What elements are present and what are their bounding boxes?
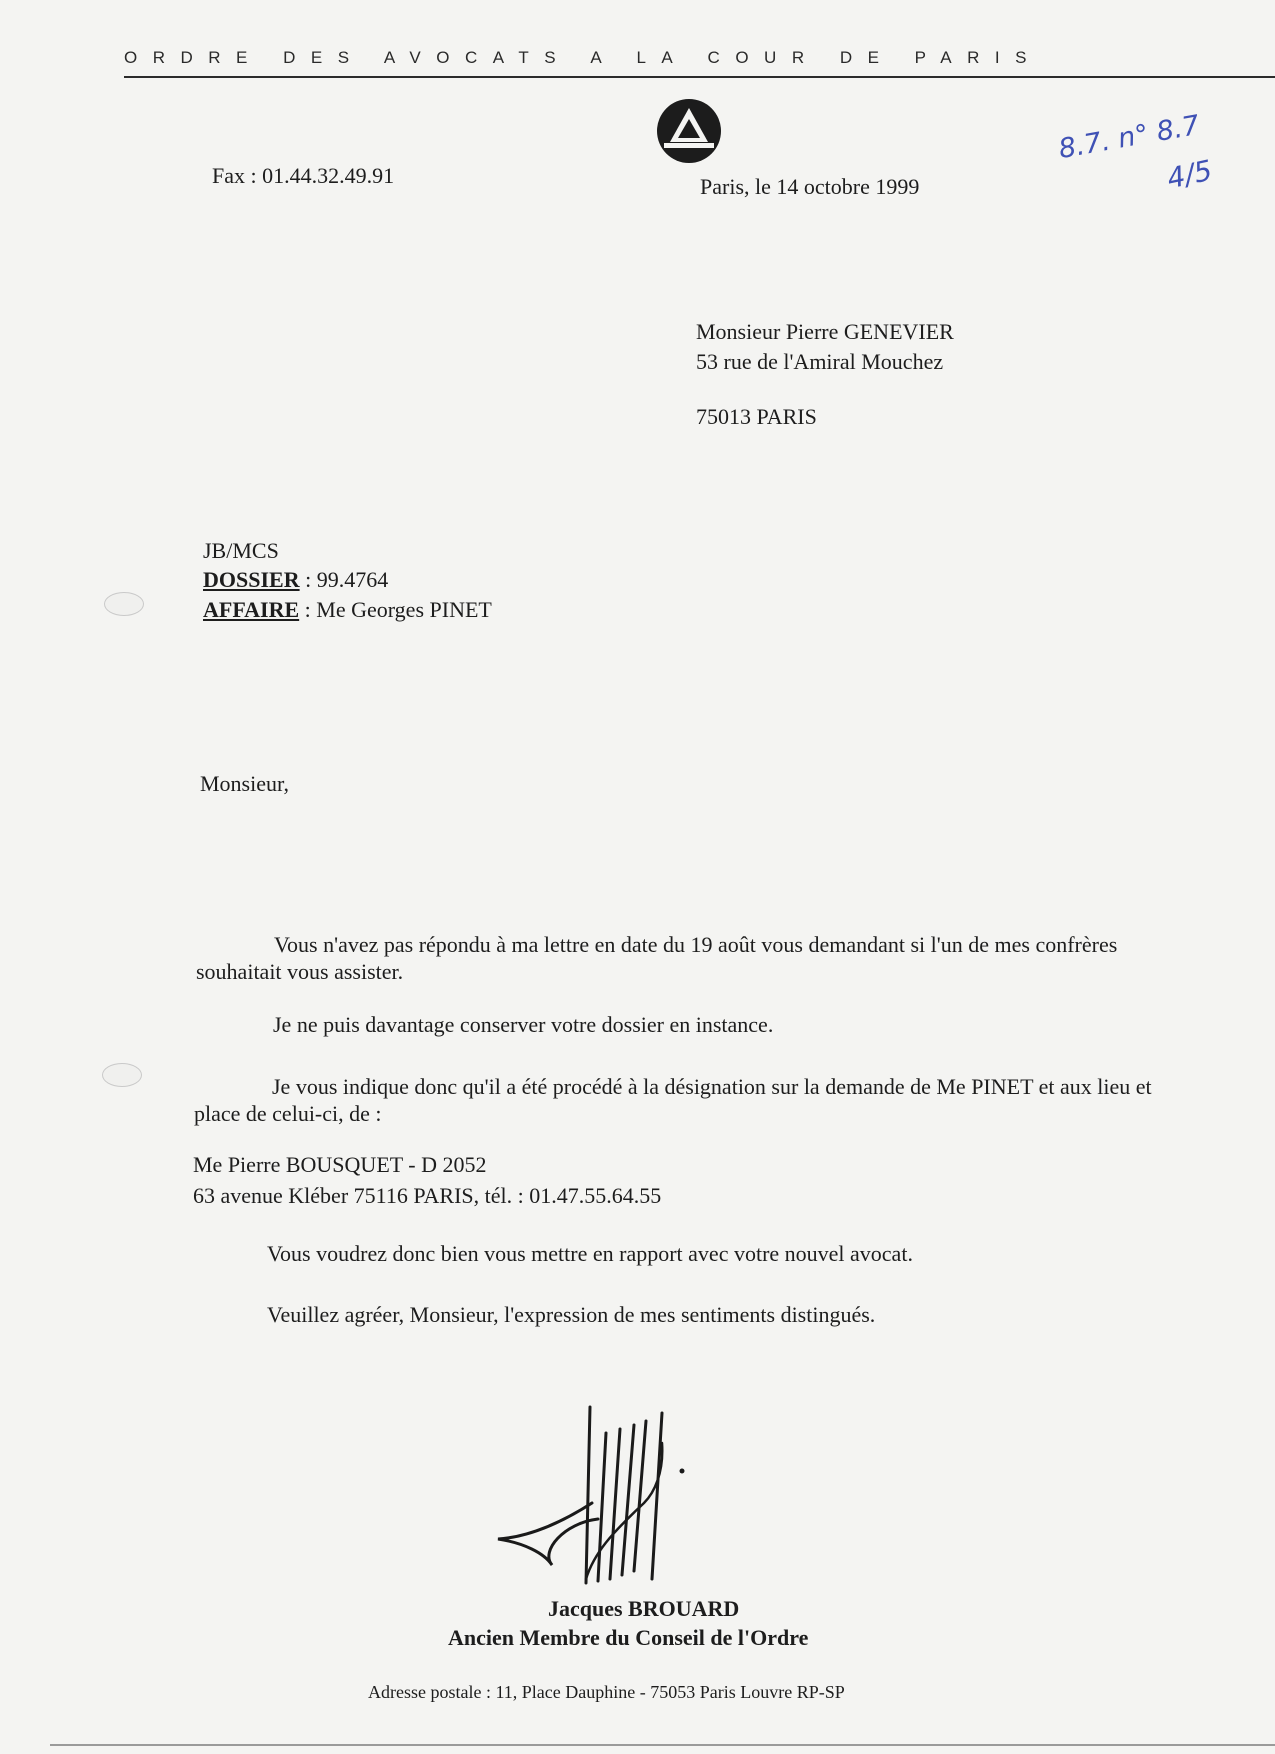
dossier-line xyxy=(203,567,388,593)
letterhead-rule xyxy=(124,76,1275,78)
page-bottom-edge xyxy=(50,1744,1275,1746)
affaire-label: AFFAIRE xyxy=(203,597,300,622)
body-paragraph-4: Vous voudrez donc bien vous mettre en rapport avec votre nouvel avocat. xyxy=(267,1241,913,1266)
signatory-name: Jacques BROUARD xyxy=(548,1596,740,1621)
reference-initials: JB/MCS xyxy=(203,538,279,563)
body-paragraph-3: Je vous indique donc qu'il a été procédé à la désignation sur la demande de Me PINET et aux lieu et place de celui-ci, de : xyxy=(194,1074,1152,1126)
punch-hole-top xyxy=(104,592,144,616)
fax-number: Fax : 01.44.32.49.91 xyxy=(212,163,395,188)
punch-hole-bottom xyxy=(102,1063,142,1087)
handwritten-page-count: 4/5 xyxy=(1164,153,1216,196)
signatory-title: Ancien Membre du Conseil de l'Ordre xyxy=(448,1625,809,1650)
body-paragraph-5: Veuillez agréer, Monsieur, l'expression de mes sentiments distingués. xyxy=(267,1302,876,1327)
signature-icon xyxy=(494,1403,704,1593)
footer-postal-address: Adresse postale : 11, Place Dauphine - 75053 Paris Louvre RP-SP xyxy=(368,1682,845,1702)
affaire-line xyxy=(203,597,492,623)
salutation: Monsieur, xyxy=(200,771,289,796)
handwritten-annotation: 8.7. n° 8.7 xyxy=(1056,109,1202,166)
body-paragraph-2: Je ne puis davantage conserver votre dossier en instance. xyxy=(273,1012,774,1037)
dossier-label: DOSSIER xyxy=(203,567,300,592)
bar-association-logo-icon xyxy=(656,98,722,164)
dossier-number: : 99.4764 xyxy=(299,567,389,592)
letter-date: Paris, le 14 octobre 1999 xyxy=(700,174,920,199)
letterhead-title: ORDRE DES AVOCATS A LA COUR DE PARIS xyxy=(124,48,1042,67)
new-lawyer-address: 63 avenue Kléber 75116 PARIS, tél. : 01.47.55.64.55 xyxy=(193,1183,662,1208)
recipient-name: Monsieur Pierre GENEVIER xyxy=(696,319,954,344)
new-lawyer-name: Me Pierre BOUSQUET - D 2052 xyxy=(193,1152,487,1177)
body-paragraph-1: Vous n'avez pas répondu à ma lettre en date du 19 août vous demandant si l'un de mes confrères souhaitait vous assister. xyxy=(196,932,1118,984)
recipient-street: 53 rue de l'Amiral Mouchez xyxy=(696,349,944,374)
recipient-city: 75013 PARIS xyxy=(696,404,817,429)
affaire-value: : Me Georges PINET xyxy=(299,597,492,622)
